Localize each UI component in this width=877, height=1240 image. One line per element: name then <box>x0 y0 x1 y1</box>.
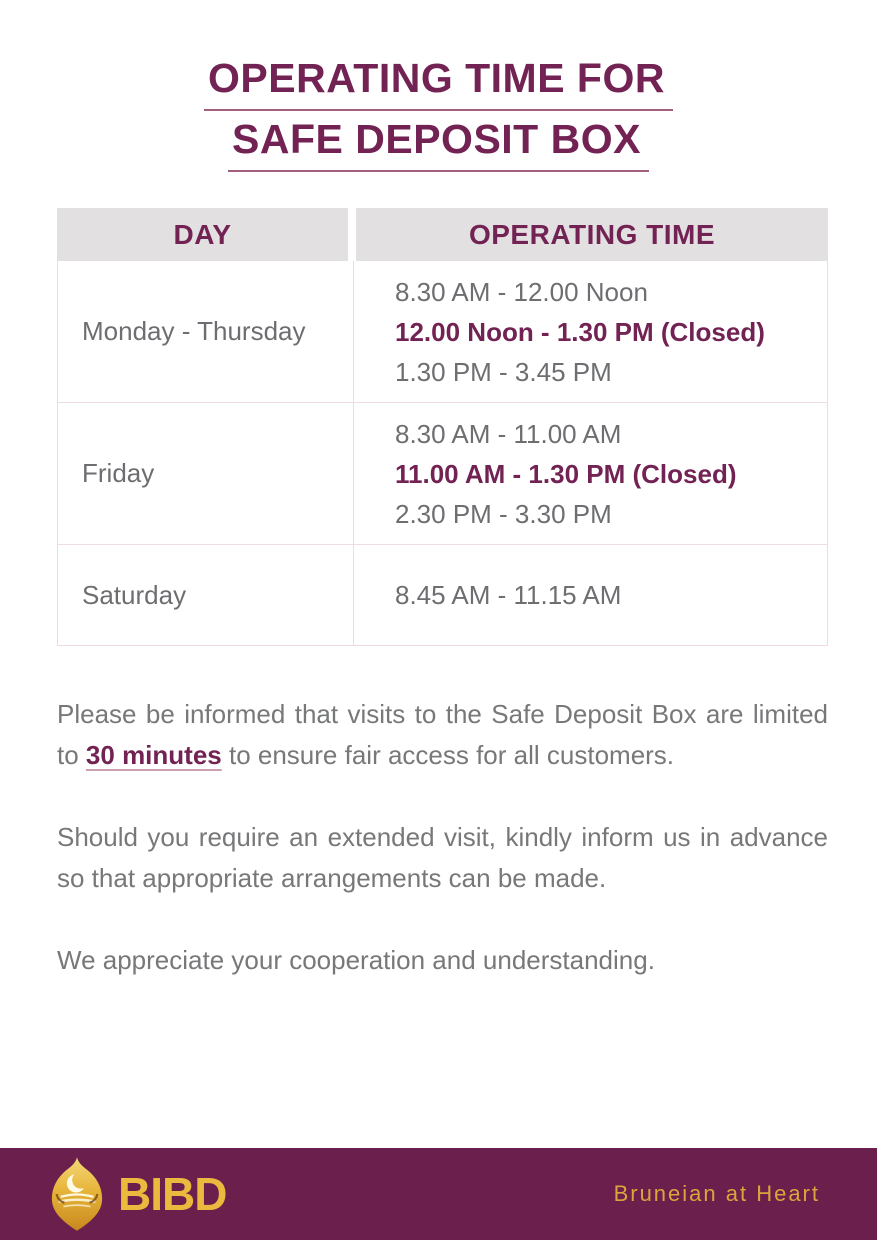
time-cell <box>354 545 827 645</box>
open-time-text: 2.30 PM - 3.30 PM <box>395 498 612 529</box>
day-cell: Saturday <box>58 545 354 645</box>
day-cell: Monday - Thursday <box>58 261 354 402</box>
paragraph-visit-limit <box>57 694 828 776</box>
title-block <box>0 0 877 172</box>
brand-tagline: Bruneian at Heart <box>613 1181 820 1206</box>
paragraph-text-after: to ensure fair access for all customers. <box>221 740 675 770</box>
day-cell: Friday <box>58 403 354 544</box>
bibd-logo-icon <box>48 1156 106 1232</box>
table-header-row <box>57 208 828 261</box>
brand-lockup <box>48 1156 226 1232</box>
open-time-text: 1.30 PM - 3.45 PM <box>395 356 612 387</box>
closed-time-text: 12.00 Noon - 1.30 PM (Closed) <box>395 316 765 347</box>
visit-limit-highlight: 30 minutes <box>85 740 222 770</box>
brand-name: BIBD <box>118 1168 227 1220</box>
open-time-text: 8.30 AM - 12.00 Noon <box>395 276 648 307</box>
paragraph-extended-visit: Should you require an extended visit, kindly inform us in advance so that appropriate arrangements can be made. <box>57 822 828 893</box>
time-cell <box>354 261 827 402</box>
table-row <box>58 545 827 645</box>
table-row <box>58 403 827 545</box>
time-cell <box>354 403 827 544</box>
page-title <box>0 50 877 172</box>
footer-bar <box>0 1148 877 1240</box>
title-line-1: OPERATING TIME FOR <box>204 50 673 111</box>
day-column-header: DAY <box>57 208 348 261</box>
notice-text <box>57 694 828 1022</box>
title-line-2: SAFE DEPOSIT BOX <box>228 111 649 172</box>
open-time-text: 8.45 AM - 11.15 AM <box>395 580 622 610</box>
table-row <box>58 261 827 403</box>
paragraph-text-before: Please be informed that visits to the Safe Deposit Box are limited to <box>57 699 828 770</box>
time-column-header: OPERATING TIME <box>356 208 828 261</box>
paragraph-appreciation: We appreciate your cooperation and understanding. <box>57 945 655 975</box>
table-body <box>57 261 828 646</box>
open-time-text: 8.30 AM - 11.00 AM <box>395 418 622 449</box>
operating-time-table <box>57 208 828 646</box>
closed-time-text: 11.00 AM - 1.30 PM (Closed) <box>395 458 737 489</box>
